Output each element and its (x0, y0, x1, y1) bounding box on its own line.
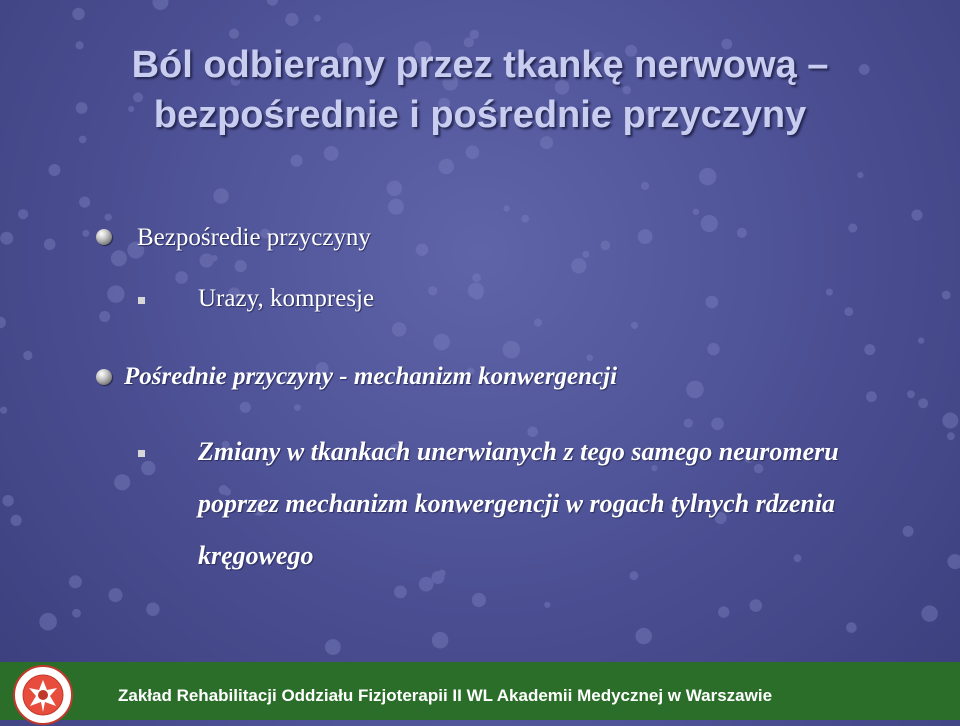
background-dot (0, 407, 7, 414)
background-dot (200, 253, 214, 267)
background-dot (44, 239, 56, 251)
background-dot (105, 214, 112, 221)
background-dot (534, 319, 542, 327)
background-dot (750, 599, 763, 612)
sub-bullet-tissue-changes: Zmiany w tkankach unerwianych z tego samego neuromeru poprzez mechanizm konwergencji w rogach tylnych rdzenia kręgowego (198, 426, 898, 582)
background-dot (111, 250, 127, 266)
background-dot (107, 285, 124, 302)
background-dot (844, 307, 853, 316)
background-dot (544, 602, 550, 608)
footer-text: Zakład Rehabilitacji Oddziału Fizjoterapii II WL Akademii Medycznej w Warszawie (118, 686, 772, 706)
background-dot (290, 155, 302, 167)
slide-title (60, 40, 900, 140)
slide-title-line-2: bezpośrednie i pośrednie przyczyny (60, 90, 900, 140)
background-dot (0, 317, 6, 329)
background-dot (314, 15, 321, 22)
background-dot (416, 244, 428, 256)
background-dot (72, 8, 84, 20)
background-dot (439, 159, 454, 174)
background-dot (229, 29, 239, 39)
background-dot (82, 230, 89, 237)
background-dot (11, 515, 22, 526)
background-dot (18, 209, 28, 219)
background-dot (72, 609, 81, 618)
background-dot (707, 343, 719, 355)
background-dot (294, 404, 301, 411)
background-dot (79, 197, 90, 208)
sub-bullet-injuries: Urazy, kompresje (198, 285, 374, 313)
background-dot (907, 390, 915, 398)
background-dot (99, 311, 110, 322)
background-dot (153, 0, 169, 10)
background-dot (109, 588, 123, 602)
background-dot (571, 258, 586, 273)
background-dot (23, 351, 32, 360)
background-dot (864, 344, 875, 355)
background-dot (432, 632, 449, 649)
background-dot (921, 605, 937, 621)
background-dot (826, 289, 833, 296)
background-dot (947, 432, 955, 440)
background-dot (114, 474, 130, 490)
background-dot (472, 593, 486, 607)
background-dot (641, 182, 649, 190)
square-bullet-icon (138, 450, 145, 457)
bullet-indirect-causes: Pośrednie przyczyny - mechanizm konwergencji (124, 363, 617, 391)
background-dot (388, 199, 404, 215)
background-dot (693, 209, 699, 215)
background-dot (325, 639, 341, 655)
background-dot (466, 145, 480, 159)
background-dot (392, 322, 406, 336)
background-dot (699, 168, 716, 185)
background-dot (141, 461, 155, 475)
background-dot (918, 337, 924, 343)
background-dot (213, 188, 228, 203)
background-dot (706, 296, 719, 309)
bullet-direct-causes: Bezpośredie przyczyny (137, 224, 371, 252)
round-bullet-icon (96, 369, 112, 385)
background-dot (240, 402, 251, 413)
background-dot (631, 322, 638, 329)
footer-bar (0, 662, 960, 720)
background-dot (737, 228, 747, 238)
square-bullet-icon (138, 297, 145, 304)
background-dot (39, 613, 57, 631)
background-dot (911, 210, 922, 221)
background-dot (175, 271, 188, 284)
background-dot (701, 215, 718, 232)
background-dot (942, 291, 951, 300)
background-dot (857, 172, 863, 178)
background-dot (387, 181, 402, 196)
background-dot (521, 215, 529, 223)
background-dot (866, 391, 877, 402)
background-dot (235, 260, 247, 272)
background-dot (472, 273, 481, 282)
background-dot (848, 224, 857, 233)
background-dot (433, 334, 450, 351)
background-dot (686, 381, 704, 399)
background-dot (324, 146, 339, 161)
background-dot (267, 0, 278, 6)
background-dot (146, 603, 159, 616)
background-dot (718, 606, 729, 617)
background-dot (394, 586, 407, 599)
background-dot (211, 255, 217, 261)
university-seal-icon (12, 664, 74, 726)
background-dot (69, 575, 82, 588)
background-dot (586, 354, 593, 361)
background-dot (428, 286, 437, 295)
background-dot (49, 164, 61, 176)
background-dot (2, 495, 13, 506)
background-dot (285, 13, 298, 26)
background-dot (471, 287, 484, 300)
background-dot (503, 341, 520, 358)
background-dot (846, 622, 857, 633)
background-dot (582, 251, 589, 258)
background-dot (0, 232, 13, 245)
background-dot (470, 30, 479, 39)
round-bullet-icon (96, 229, 112, 245)
background-dot (638, 229, 653, 244)
background-dot (636, 628, 652, 644)
background-dot (942, 413, 958, 429)
background-dot (601, 241, 611, 251)
background-dot (504, 205, 510, 211)
background-dot (948, 554, 960, 569)
background-dot (918, 398, 928, 408)
background-dot (903, 526, 914, 537)
slide-title-line-1: Ból odbierany przez tkankę nerwową – (60, 40, 900, 90)
